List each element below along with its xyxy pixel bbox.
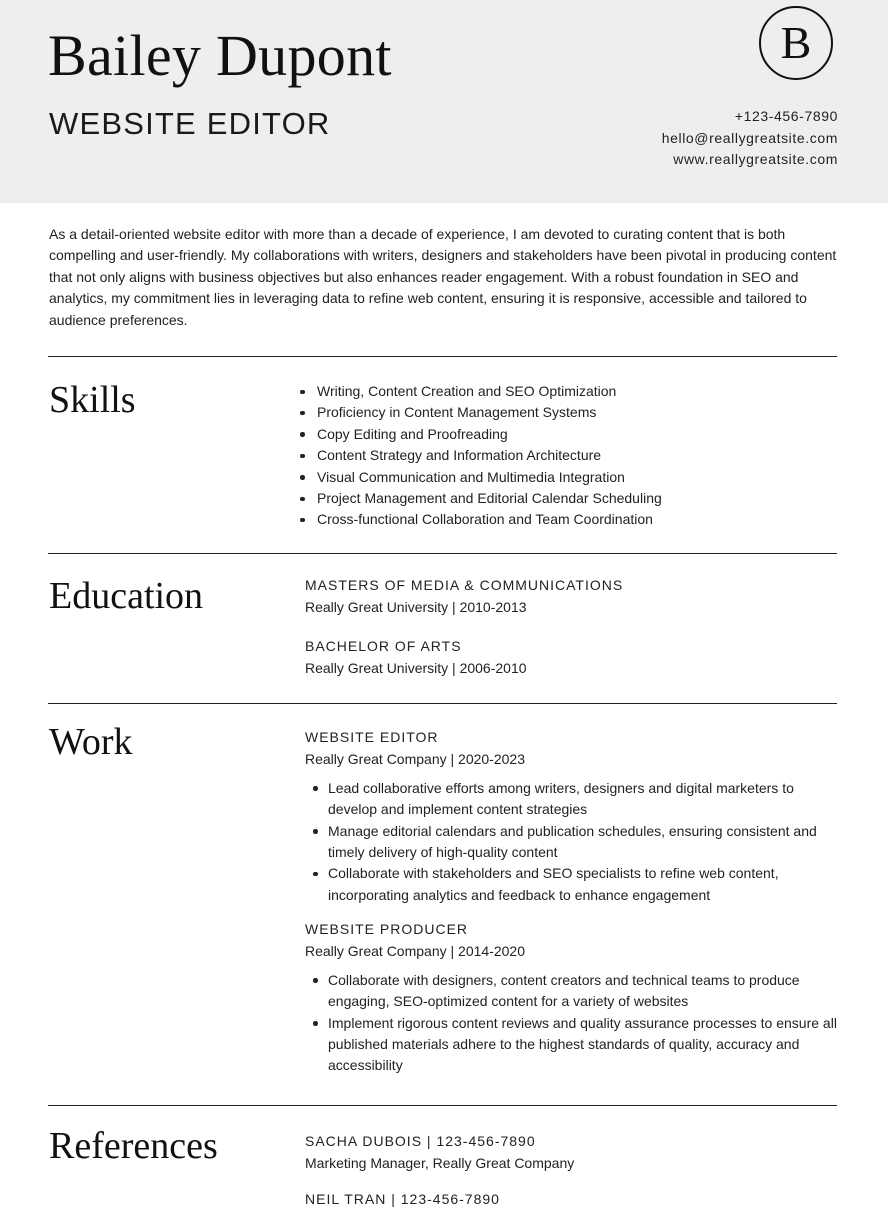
skill-item: Content Strategy and Information Architecture: [299, 445, 662, 466]
job-detail: Really Great Company | 2020-2023: [305, 751, 525, 768]
section-divider: [48, 553, 837, 554]
job-detail: Really Great Company | 2014-2020: [305, 943, 525, 960]
job-position: WEBSITE EDITOR: [305, 729, 439, 745]
candidate-name: Bailey Dupont: [48, 23, 392, 88]
skill-item: Cross-functional Collaboration and Team Coordination: [299, 509, 662, 530]
job-entry: [305, 727, 845, 906]
degree-title: MASTERS OF MEDIA & COMMUNICATIONS: [305, 577, 624, 593]
reference-entry: [305, 1189, 845, 1210]
job-bullet: Collaborate with designers, content creators and technical teams to produce engaging, SEO-optimized content for a variety of websites: [305, 970, 845, 1013]
job-bullets: [305, 970, 845, 1077]
skills-heading: Skills: [49, 379, 136, 421]
skill-item: Project Management and Editorial Calendar Scheduling: [299, 488, 662, 509]
header-band: [0, 0, 888, 203]
job-bullet: Collaborate with stakeholders and SEO specialists to refine web content, incorporating analytics and feedback to enhance engagement: [305, 863, 845, 906]
job-entry: [305, 919, 845, 1077]
references-heading: References: [49, 1125, 218, 1167]
skills-list: [299, 381, 662, 531]
job-bullet: Implement rigorous content reviews and quality assurance processes to ensure all published materials adhere to the highest standards of quality, accuracy and accessibility: [305, 1013, 845, 1077]
work-heading: Work: [49, 721, 133, 763]
skill-item: Visual Communication and Multimedia Integration: [299, 467, 662, 488]
job-bullet: Lead collaborative efforts among writers, designers and digital marketers to develop and implement content strategies: [305, 778, 845, 821]
education-heading: Education: [49, 575, 204, 617]
reference-entry: [305, 1131, 845, 1175]
degree-title: BACHELOR OF ARTS: [305, 638, 462, 654]
website-url: www.reallygreatsite.com: [673, 151, 838, 167]
section-divider: [48, 703, 837, 704]
education-entry: [305, 636, 845, 680]
job-position: WEBSITE PRODUCER: [305, 921, 469, 937]
email-address: hello@reallygreatsite.com: [661, 129, 838, 146]
reference-name: NEIL TRAN | 123-456-7890: [305, 1191, 500, 1207]
reference-name: SACHA DUBOIS | 123-456-7890: [305, 1133, 536, 1149]
skill-item: Proficiency in Content Management Systems: [299, 402, 662, 423]
degree-detail: Really Great University | 2010-2013: [305, 599, 527, 616]
section-divider: [48, 1105, 837, 1106]
phone-number: +123-456-7890: [734, 108, 838, 124]
degree-detail: Really Great University | 2006-2010: [305, 660, 527, 677]
education-entry: [305, 575, 845, 619]
job-bullet: Manage editorial calendars and publication schedules, ensuring consistent and timely delivery of high-quality content: [305, 821, 845, 864]
skill-item: Copy Editing and Proofreading: [299, 424, 662, 445]
monogram-logo: B: [759, 6, 833, 80]
section-divider: [48, 356, 837, 357]
skill-item: Writing, Content Creation and SEO Optimization: [299, 381, 662, 402]
contact-info: [662, 106, 838, 171]
reference-detail: Marketing Manager, Really Great Company: [305, 1155, 575, 1172]
profile-summary: As a detail-oriented website editor with more than a decade of experience, I am devoted to curating content that is both compelling and user-friendly. My collaborations with writers, designers and stakeholders have been pivotal in producing content that not only aligns with business objectives but also enhances reader engagement. With a robust foundation in SEO and analytics, my commitment lies in leveraging data to refine web content, ensuring it is responsive, accessible and tailored to audience preferences.: [49, 226, 837, 328]
job-title: WEBSITE EDITOR: [49, 106, 331, 141]
job-bullets: [305, 778, 845, 906]
